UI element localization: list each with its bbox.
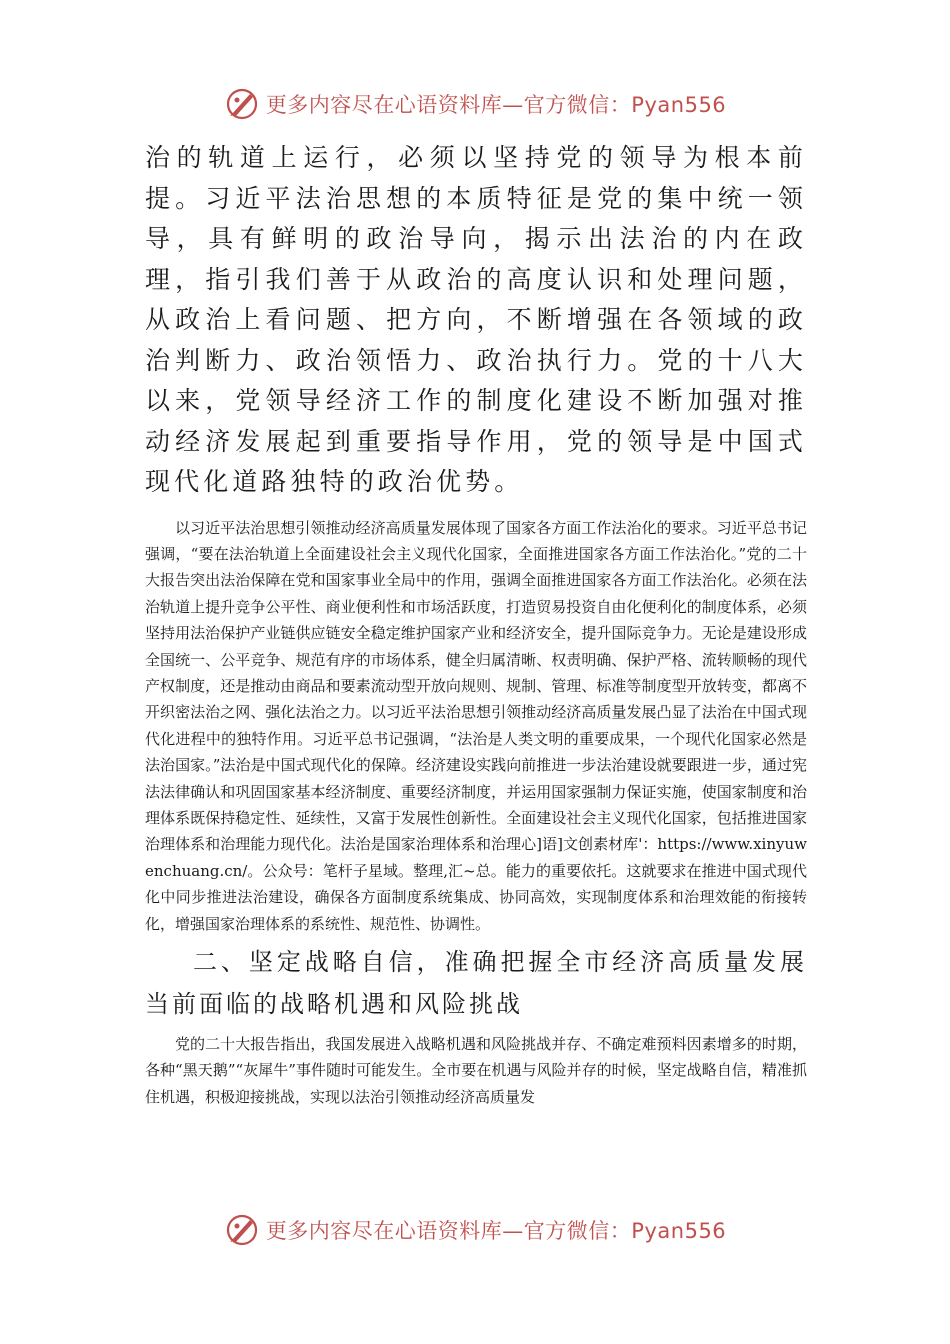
- body-paragraph-2: 党的二十大报告指出，我国发展进入战略机遇和风险挑战并存、不确定难预料因素增多的时期，各种“黑天鹅”“灰犀牛”事件随时可能发生。全市要在机遇与风险并存的时候，坚定战略自信，精准抓住机遇，积极迎接挑战，实现以法治引领推动经济高质量发: [145, 1035, 807, 1106]
- document-body: [145, 138, 807, 1110]
- header-banner-text: 更多内容尽在心语资料库—官方微信：Pyan556: [265, 93, 727, 117]
- header-banner: [0, 82, 950, 126]
- pen-logo-icon: [224, 86, 260, 122]
- section-heading: 二、坚定战略自信，准确把握全市经济高质量发展当前面临的战略机遇和风险挑战: [145, 948, 807, 1018]
- pen-logo-icon: [224, 1212, 260, 1248]
- large-paragraph: 治的轨道上运行，必须以坚持党的领导为根本前提。习近平法治思想的本质特征是党的集中统一领导，具有鲜明的政治导向，揭示出法治的内在政理，指引我们善于从政治的高度认识和处理问题，从政治上看问题、把方向，不断增强在各领域的政治判断力、政治领悟力、政治执行力。党的十八大以来，党领导经济工作的制度化建设不断加强对推动经济发展起到重要指导作用，党的领导是中国式现代化道路独特的政治优势。: [145, 143, 807, 496]
- footer-banner: [0, 1208, 950, 1252]
- body-paragraph-1: 以习近平法治思想引领推动经济高质量发展体现了国家各方面工作法治化的要求。习近平总书记强调，“要在法治轨道上全面建设社会主义现代化国家，全面推进国家各方面工作法治化。”党的二十大报告突出法治保障在党和国家事业全局中的作用，强调全面推进国家各方面工作法治化。必须在法治轨道上提升竞争公平性、商业便利性和市场活跃度，打造贸易投资自由化便利化的制度体系，必须坚持用法治保护产业链供应链安全稳定维护国家产业和经济安全，提升国际竞争力。无论是建设形成全国统一、公平竞争、规范有序的市场体系，健全归属清晰、权责明确、保护严格、流转顺畅的现代产权制度，还是推动由商品和要素流动型开放向规则、规制、管理、标准等制度型开放转变，都离不开织密法治之网、强化法治之力。以习近平法治思想引领推动经济高质量发展凸显了法治在中国式现代化进程中的独特作用。习近平总书记强调，“法治是人类文明的重要成果，一个现代化国家必然是法治国家。”法治是中国式现代化的保障。经济建设实践向前推进一步法治建设就要跟进一步，通过宪法法律确认和巩固国家基本经济制度、重要经济制度，并运用国家强制力保证实施，使国家制度和治理体系既保持稳定性、延续性，又富于发展性创新性。全面建设社会主义现代化国家，包括推进国家治理体系和治理能力现代化。法治是国家治理体系和治理心]语]文创素材库'：https://www.xinyuwenchuang.cn/。公众号：笔杆子星域。整理,汇~总。能力的重要依托。这就要求在推进中国式现代化中同步推进法治建设，确保各方面制度系统集成、协同高效，实现制度体系和治理效能的衔接转化，增强国家治理体系的系统性、规范性、协调性。: [145, 518, 807, 933]
- footer-banner-text: 更多内容尽在心语资料库—官方微信：Pyan556: [265, 1219, 727, 1243]
